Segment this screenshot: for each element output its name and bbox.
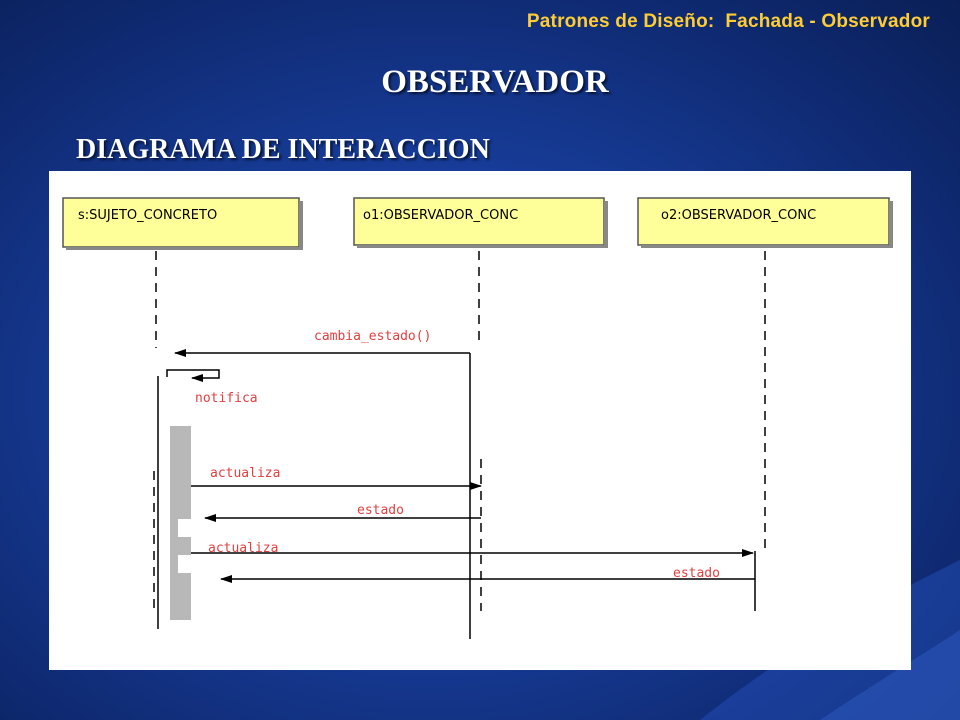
slide-subtitle: DIAGRAMA DE INTERACCION — [76, 134, 490, 165]
message-actualiza-o1 — [191, 466, 481, 486]
message-actualiza-o2 — [191, 541, 753, 556]
object-box-sujeto — [63, 198, 303, 250]
message-label-actualiza-o2: actualiza — [208, 541, 279, 556]
object-label-observer2: o2:OBSERVADOR_CONC — [661, 208, 817, 223]
header-title: Patrones de Diseño: Fachada - Observador — [526, 11, 930, 32]
lifeline-observer2 — [755, 251, 765, 611]
message-estado-o2 — [221, 566, 755, 581]
message-estado-o1 — [205, 503, 481, 518]
object-box-observer1 — [354, 198, 608, 248]
message-label-estado-o1: estado — [357, 503, 404, 518]
message-notifica — [167, 370, 258, 406]
message-label-notifica: notifica — [195, 391, 258, 406]
slide-title: OBSERVADOR — [381, 64, 609, 100]
message-cambia-estado — [175, 329, 470, 353]
object-box-observer2 — [638, 198, 893, 248]
lifeline-sujeto — [154, 251, 158, 629]
object-label-observer1: o1:OBSERVADOR_CONC — [363, 208, 519, 223]
activation-bar-sujeto — [170, 426, 191, 620]
lifeline-observer1 — [470, 251, 481, 639]
message-label-actualiza-o1: actualiza — [210, 466, 281, 481]
object-label-sujeto: s:SUJETO_CONCRETO — [78, 208, 218, 223]
message-label-estado-o2: estado — [673, 566, 720, 581]
sequence-diagram — [49, 171, 911, 670]
message-label-cambia-estado: cambia_estado() — [314, 329, 432, 344]
